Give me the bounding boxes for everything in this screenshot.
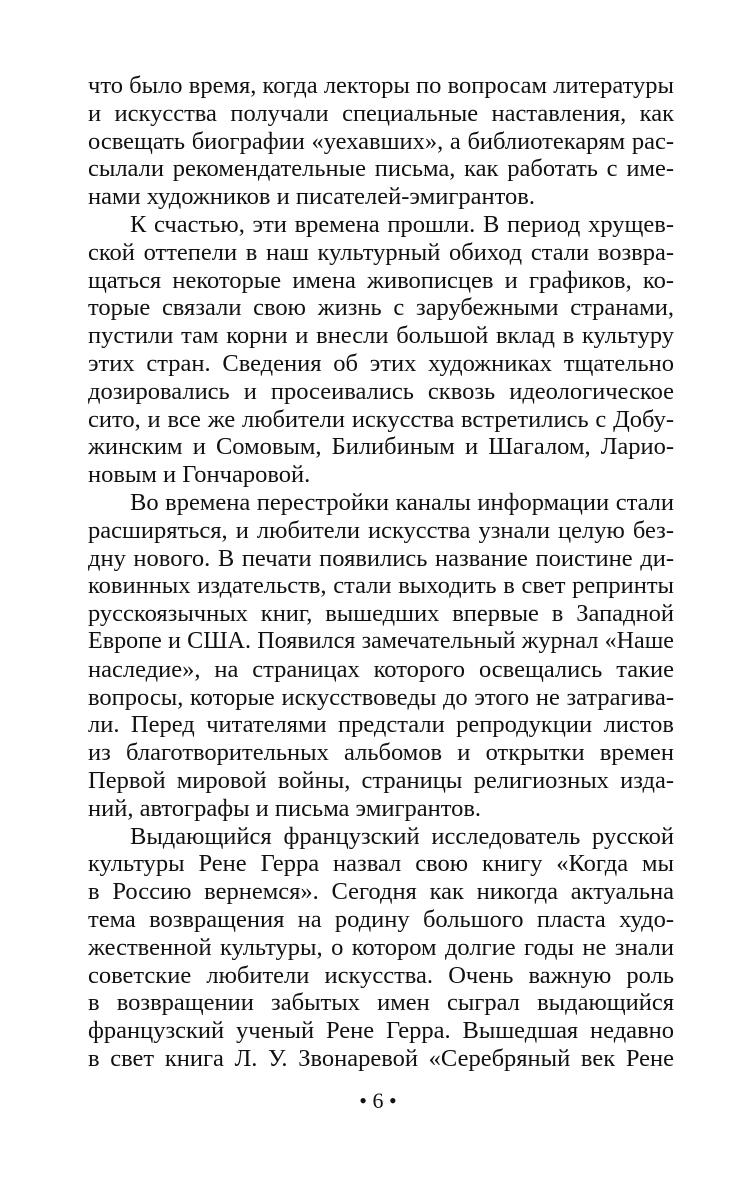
text-line: Выдающийся французский исследователь русской	[130, 822, 674, 850]
text-line: нами художников и писателей-эмигрантов.	[88, 183, 535, 211]
page-body	[88, 72, 674, 1073]
text-line: тема возвращения на родину большого пласта худо-	[88, 905, 674, 933]
text-line: торые связали свою жизнь с зарубежными странами,	[88, 294, 674, 322]
text-line: в Россию вернемся». Сегодня как никогда актуальна	[88, 878, 674, 906]
text-line: этих стран. Сведения об этих художниках тщательно	[88, 349, 674, 377]
text-line: ли. Перед читателями предстали репродукции листов	[88, 711, 674, 739]
text-line: новым и Гончаровой.	[88, 461, 311, 489]
text-line: в свет книга Л. У. Звонаревой «Серебряный век Рене	[88, 1044, 674, 1072]
text-line: французский ученый Рене Герра. Вышедшая недавно	[88, 1017, 674, 1045]
text-line: Во времена перестройки каналы информации стали	[130, 488, 674, 516]
text-line: культуры Рене Герра назвал свою книгу «Когда мы	[88, 850, 674, 878]
text-line: сито, и все же любители искусства встретились с Добу-	[88, 405, 674, 433]
text-line: вопросы, которые искусствоведы до этого не затрагива-	[88, 683, 674, 711]
text-line: советские любители искусства. Очень важную роль	[88, 961, 674, 989]
text-line: и искусства получали специальные наставления, как	[88, 99, 674, 127]
paragraph	[88, 72, 674, 211]
text-line: что было время, когда лекторы по вопросам литературы	[88, 72, 674, 99]
text-line: сылали рекомендательные письма, как работать с име-	[88, 155, 674, 183]
text-line: дозировались и просеивались сквозь идеологическое	[88, 377, 674, 405]
text-line: наследие», на страницах которого освещались такие	[88, 655, 674, 683]
text-line: К счастью, эти времена прошли. В период хрущев-	[130, 210, 674, 238]
page-number: • 6 •	[359, 1088, 397, 1113]
text-line: Первой мировой войны, страницы религиозных изда-	[88, 766, 674, 794]
text-line: русскоязычных книг, вышедших впервые в Западной	[88, 600, 674, 628]
text-line: расширяться, и любители искусства узнали целую без-	[88, 516, 674, 544]
text-line: щаться некоторые имена живописцев и графиков, ко-	[88, 266, 674, 294]
text-line: ний, автографы и письма эмигрантов.	[88, 794, 482, 822]
text-line: ской оттепели в наш культурный обиход стали возвра-	[88, 238, 674, 266]
text-line: дну нового. В печати появились название поистине ди-	[88, 544, 674, 572]
text-line: в возвращении забытых имен сыграл выдающийся	[88, 989, 674, 1017]
text-line: пустили там корни и внесли большой вклад в культуру	[88, 322, 674, 350]
text-line: Европе и США. Появился замечательный журнал «Наше	[88, 627, 674, 654]
paragraph	[88, 211, 674, 489]
paragraph	[88, 823, 674, 1073]
paragraph	[88, 489, 674, 823]
text-line: из благотворительных альбомов и открытки времен	[88, 739, 674, 767]
text-line: жественной культуры, о котором долгие годы не знали	[88, 933, 674, 961]
text-line: освещать биографии «уехавших», а библиотекарям рас-	[88, 127, 674, 155]
text-line: жинским и Сомовым, Билибиным и Шагалом, Ларио-	[88, 433, 674, 461]
text-line: ковинных издательств, стали выходить в свет репринты	[88, 572, 674, 600]
